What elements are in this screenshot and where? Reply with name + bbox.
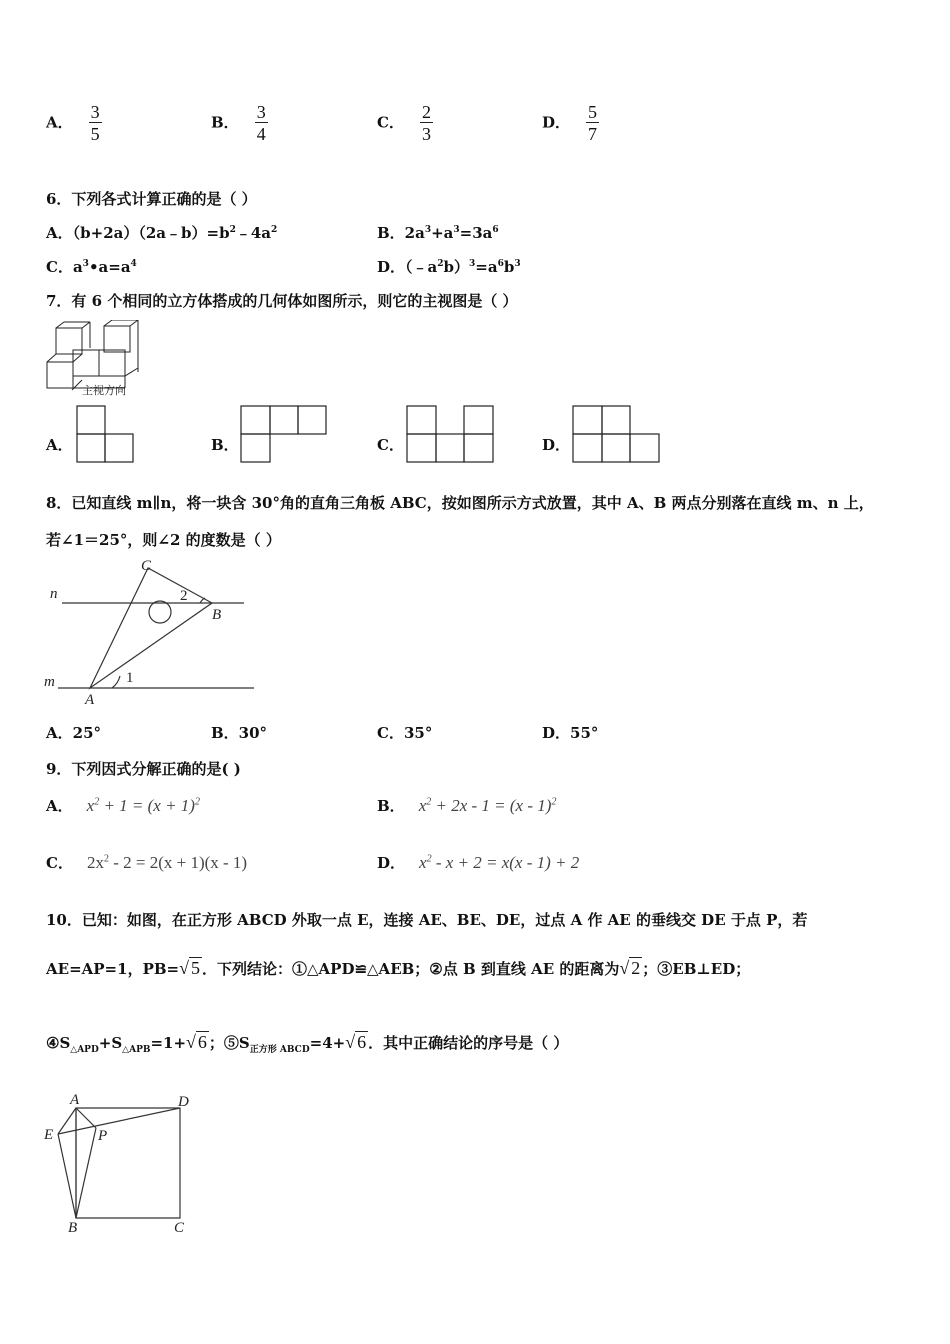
label-E: E bbox=[44, 1127, 54, 1143]
label-n: n bbox=[50, 586, 58, 602]
option-label: D． bbox=[542, 113, 571, 132]
fraction bbox=[89, 102, 102, 145]
sqrt-5: √ 5 bbox=[179, 958, 200, 978]
fraction bbox=[586, 102, 599, 145]
numerator: 2 bbox=[421, 102, 431, 122]
q7-option-b[interactable]: B． bbox=[211, 436, 239, 454]
q5-option-c[interactable] bbox=[377, 102, 433, 145]
q6-stem: 6．下列各式计算正确的是（ ） bbox=[46, 190, 257, 208]
angle-2-label: 2 bbox=[180, 588, 188, 604]
sqrt-6: √ 6 bbox=[186, 1032, 207, 1052]
q5-option-b[interactable] bbox=[211, 102, 268, 145]
label-B: B bbox=[68, 1220, 78, 1236]
superscript: 6 bbox=[497, 259, 504, 269]
q7-stem: 7．有 6 个相同的立方体搭成的几何体如图所示，则它的主视图是（ ） bbox=[46, 292, 518, 310]
q10-line1: 10．已知：如图，在正方形 ABCD 外取一点 E，连接 AE、BE、DE，过点 A 作 AE 的垂线交 DE 于点 P，若 bbox=[46, 911, 808, 929]
denominator: 4 bbox=[256, 124, 266, 144]
label-A: A bbox=[85, 692, 95, 708]
q5-option-a[interactable] bbox=[46, 102, 102, 145]
superscript: 2 bbox=[229, 225, 236, 235]
q6-option-c[interactable]: C．$a^3•a=a^4$ bbox=[46, 258, 137, 276]
superscript: 3 bbox=[424, 225, 432, 235]
cube-stack-figure bbox=[44, 320, 144, 398]
label-C: C bbox=[141, 558, 152, 574]
q6-option-a[interactable] bbox=[46, 222, 277, 243]
q8-line2: 若∠1＝25°，则∠2 的度数是（ ） bbox=[46, 531, 281, 549]
fraction bbox=[420, 102, 433, 145]
q6-option-d[interactable]: D．$(﹣a^2b)^3=a^6b^3$ bbox=[377, 258, 521, 276]
numerator: 3 bbox=[90, 102, 100, 122]
superscript: 4 bbox=[130, 259, 137, 269]
option-text: B．2a bbox=[377, 224, 425, 242]
option-label: D． bbox=[377, 854, 406, 872]
sqrt-2: √ 2 bbox=[619, 958, 641, 978]
text: ；③EB⊥ED； bbox=[642, 960, 751, 978]
option-text: A．（b+2a）（2a﹣b）=b bbox=[46, 224, 230, 242]
q5-option-d[interactable] bbox=[542, 102, 599, 145]
q9-option-d[interactable] bbox=[377, 852, 579, 873]
option-label: B． bbox=[377, 797, 405, 815]
q10-line2 bbox=[46, 958, 750, 979]
q6-option-b[interactable]: B．$2a^3+a^3=3a^6$ bbox=[377, 224, 499, 242]
option-text: ﹣4a bbox=[235, 224, 271, 242]
text: ④S bbox=[46, 1034, 71, 1052]
option-label: B． bbox=[211, 113, 239, 132]
formula: $x^2 + 2x - 1 = (x - 1)^2$ bbox=[418, 796, 557, 815]
label-C: C bbox=[174, 1220, 185, 1236]
subscript: 正方形 ABCD bbox=[249, 1045, 310, 1055]
option-label: A． bbox=[46, 797, 73, 815]
angle-1-label: 1 bbox=[126, 670, 134, 686]
option-text: D．（﹣a bbox=[377, 258, 438, 276]
q8-option-a[interactable]: A．25° bbox=[46, 724, 102, 742]
superscript: 2 bbox=[437, 259, 444, 269]
superscript: 3 bbox=[469, 259, 476, 269]
text: =1+ bbox=[150, 1034, 187, 1052]
superscript: 3 bbox=[82, 259, 89, 269]
triangle-parallel-lines-figure bbox=[40, 558, 260, 710]
text: ．其中正确结论的序号是（ ） bbox=[368, 1034, 569, 1052]
q8-line1: 8．已知直线 m∥n，将一块含 30°角的直角三角板 ABC，按如图所示方式放置，其中 A、B 两点分别落在直线 m、n 上， bbox=[46, 494, 874, 512]
sqrt-6: √ 6 bbox=[345, 1032, 367, 1052]
q10-line3 bbox=[46, 1032, 568, 1055]
option-label: C． bbox=[377, 113, 404, 132]
q7-option-d-view[interactable] bbox=[572, 405, 662, 465]
denominator: 3 bbox=[421, 124, 431, 144]
formula: $2x^2 - 2 = 2(x + 1)(x - 1)$ bbox=[86, 853, 248, 872]
q8-option-b[interactable]: B．30° bbox=[211, 724, 268, 742]
q7-option-c-view[interactable] bbox=[406, 405, 496, 465]
label-A: A bbox=[70, 1092, 80, 1108]
text: +S bbox=[98, 1034, 123, 1052]
subscript: △APD bbox=[70, 1045, 99, 1055]
text: =4+ bbox=[309, 1034, 346, 1052]
text: ．下列结论：①△APD≌△AEB；②点 B 到直线 AE 的距离为 bbox=[201, 960, 620, 978]
denominator: 5 bbox=[90, 124, 100, 144]
q7-option-b-view[interactable] bbox=[240, 405, 330, 465]
view-direction-label: 主视方向 bbox=[82, 384, 126, 397]
q8-option-d[interactable]: D．55° bbox=[542, 724, 599, 742]
q7-option-c[interactable]: C． bbox=[377, 436, 404, 454]
q7-option-d[interactable]: D． bbox=[542, 436, 571, 454]
text: ；⑤S bbox=[208, 1034, 250, 1052]
label-P: P bbox=[98, 1128, 108, 1144]
denominator: 7 bbox=[588, 124, 598, 144]
option-label: C． bbox=[46, 854, 73, 872]
label-D: D bbox=[178, 1094, 189, 1110]
fraction bbox=[255, 102, 268, 145]
label-m: m bbox=[44, 674, 55, 690]
q8-option-c[interactable]: C．35° bbox=[377, 724, 433, 742]
q9-stem: 9．下列因式分解正确的是( ) bbox=[46, 760, 241, 778]
subscript: △APB bbox=[122, 1045, 151, 1055]
text: AE=AP=1，PB= bbox=[46, 960, 180, 978]
q9-option-a[interactable] bbox=[46, 795, 200, 816]
q7-option-a[interactable]: A． bbox=[46, 436, 73, 454]
numerator: 5 bbox=[588, 102, 598, 122]
formula: $x^2 - x + 2 = x(x - 1) + 2$ bbox=[419, 853, 580, 872]
superscript: 2 bbox=[271, 225, 278, 235]
q9-option-b[interactable] bbox=[377, 795, 556, 816]
square-abcd-figure bbox=[40, 1090, 200, 1236]
superscript: 3 bbox=[453, 225, 460, 235]
q7-option-a-view[interactable] bbox=[76, 405, 136, 465]
numerator: 3 bbox=[256, 102, 266, 122]
superscript: 3 bbox=[514, 259, 521, 269]
option-label: A． bbox=[46, 113, 73, 132]
label-B: B bbox=[212, 607, 222, 623]
formula: $x^2 + 1 = (x + 1)^2$ bbox=[86, 796, 200, 815]
q9-option-c[interactable] bbox=[46, 852, 247, 873]
option-text: C．a bbox=[46, 258, 83, 276]
superscript: 6 bbox=[492, 225, 499, 235]
